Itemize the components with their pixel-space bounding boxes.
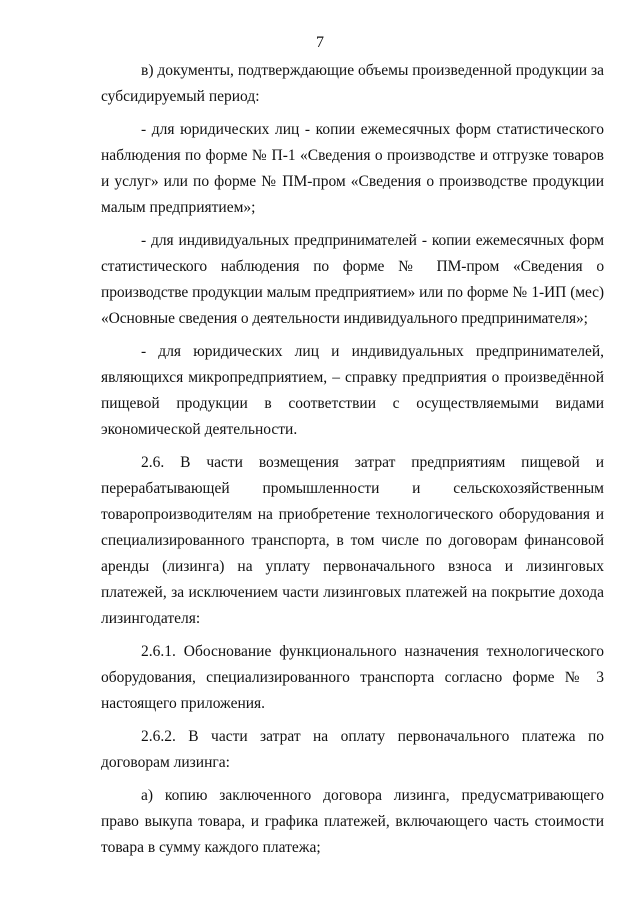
paragraph-micro-enterprises: - для юридических лиц и индивидуальных предпринимателей, являющихся микропредприятием, – справку предприятия о произведённой пищевой продукции в соответствии с осуществляемыми видами экономической деятельности.	[101, 343, 604, 438]
paragraph-section-2-6: 2.6. В части возмещения затрат предприятиям пищевой и перерабатывающей промышленности и сельскохозяйственным товаропроизводителям на приобретение технологического оборудования и специализированного транспорта, в том числе по договорам финансовой аренды (лизинга) на уплату первоначального взноса и лизинговых платежей, за исключением части лизинговых платежей на покрытие дохода лизингодателя:	[101, 454, 604, 627]
paragraph-individual-entrepreneurs: - для индивидуальных предпринимателей - копии ежемесячных форм статистического наблюдения по форме № ПМ-пром «Сведения о производстве продукции малым предприятием» или по форме № 1-ИП (мес) «Основные сведения о деятельности индивидуального предпринимателя»;	[101, 232, 604, 327]
page-number: 7	[316, 34, 324, 51]
paragraph-documents-volume: в) документы, подтверждающие объемы произведенной продукции за субсидируемый период:	[101, 62, 604, 105]
paragraph-section-2-6-1: 2.6.1. Обоснование функционального назначения технологического оборудования, специализированного транспорта согласно форме № 3 настоящего приложения.	[101, 643, 604, 712]
paragraph-leasing-contract-copy: а) копию заключенного договора лизинга, предусматривающего право выкупа товара, и графика платежей, включающего часть стоимости товара в сумму каждого платежа;	[101, 787, 604, 856]
document-body	[101, 58, 604, 868]
paragraph-section-2-6-2: 2.6.2. В части затрат на оплату первоначального платежа по договорам лизинга:	[101, 728, 604, 771]
paragraph-legal-entities: - для юридических лиц - копии ежемесячных форм статистического наблюдения по форме № П-1 «Сведения о производстве и отгрузке товаров и услуг» или по форме № ПМ-пром «Сведения о производстве продукции малым предприятием»;	[101, 121, 604, 216]
